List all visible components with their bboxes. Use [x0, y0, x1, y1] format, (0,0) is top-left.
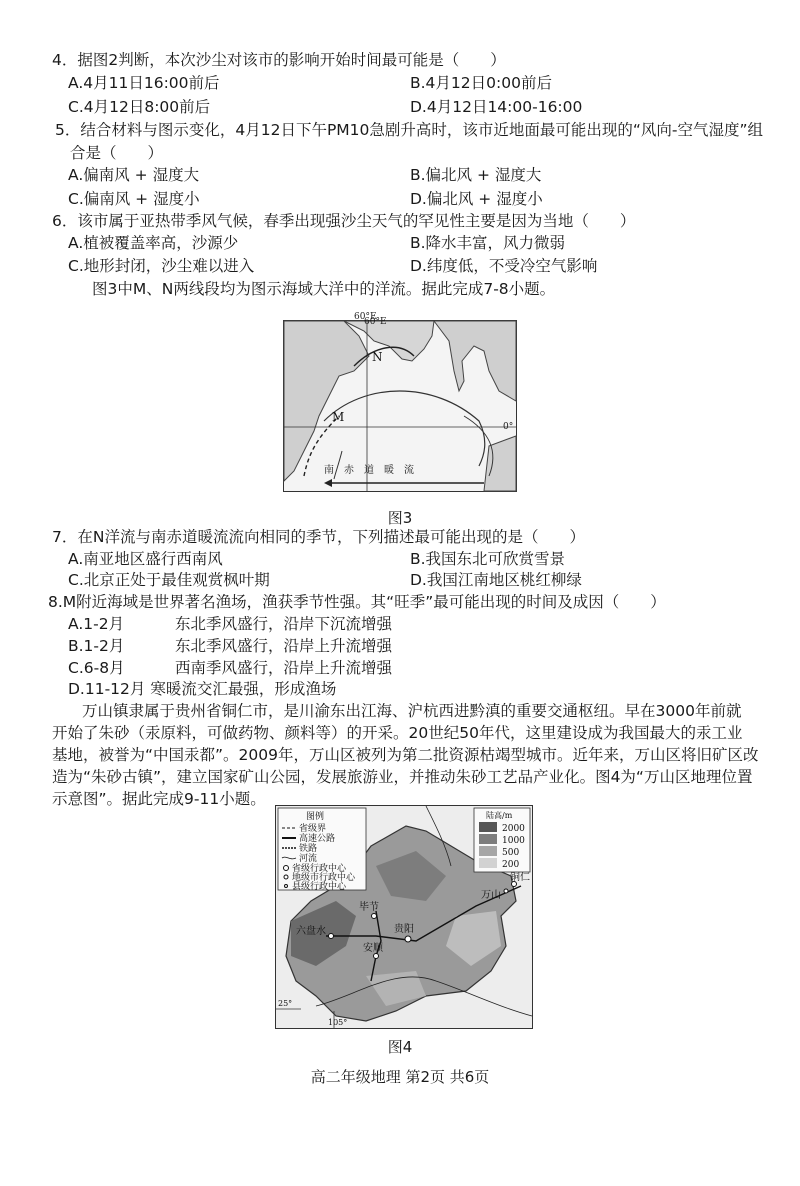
figure-3-caption: 图3: [387, 509, 413, 527]
elevation-level: 500: [502, 848, 520, 858]
legend-item: 县级行政中心: [292, 882, 347, 892]
indian-ocean-map-svg: [284, 312, 516, 491]
q7-stem: 7．在N洋流与南赤道暖流流向相同的季节，下列描述最可能出现的是（ ）: [52, 528, 585, 546]
city-liupanshui-marker: [329, 934, 334, 939]
fig3-lon-label-outer: 60°E: [364, 317, 387, 327]
material-line-3: 基地，被誉为“中国汞都”。2009年，万山区被列为第二批资源枯竭型城市。近年来，万山区将旧矿区改: [52, 746, 759, 764]
q8-option-d: D.11-12月 寒暖流交汇最强，形成渔场: [68, 680, 337, 698]
legend-symbol-provincial-capital: [284, 866, 289, 871]
elevation-swatch-500: [479, 846, 497, 856]
elevation-level: 200: [502, 860, 520, 870]
q8-stem: 8.M附近海域是世界著名渔场，渔获季节性强。其“旺季”最可能出现的时间及成因（ ）: [48, 593, 666, 611]
city-guiyang-marker: [405, 936, 411, 942]
legend-title: 图例: [306, 812, 325, 822]
q5-stem-line1: 5．结合材料与图示变化，4月12日下午PM10急剧升高时，该市近地面最可能出现的“风向-空气湿度”组: [55, 121, 764, 139]
material-line-1: 万山镇隶属于贵州省铜仁市，是川渝东出江海、沪杭西进黔滇的重要交通枢纽。早在3000年前就: [82, 702, 742, 720]
q4-option-c: C.4月12日8:00前后: [68, 98, 211, 116]
current-label: 南 赤 道 暖 流: [324, 465, 414, 476]
material-line-5: 示意图”。据此完成9-11小题。: [52, 790, 266, 808]
q6-option-d: D.纬度低，不受冷空气影响: [410, 257, 598, 275]
guizhou-map-svg: [276, 806, 532, 1028]
place-label: 万山: [481, 890, 501, 901]
q5-option-c: C.偏南风 + 湿度小: [68, 190, 200, 208]
q7-option-c: C.北京正处于最佳观赏枫叶期: [68, 571, 270, 589]
lat-label: 25°: [278, 999, 293, 1008]
legend-symbol-prefecture: [284, 875, 288, 879]
q5-stem-line2: 合是（ ）: [70, 144, 164, 162]
city-wanshan-marker: [504, 889, 508, 893]
legend-item: 省级界: [299, 824, 327, 834]
place-label: 贵阳: [394, 924, 414, 935]
q7-option-a: A.南亚地区盛行西南风: [68, 550, 223, 568]
q4-option-a: A.4月11日16:00前后: [68, 74, 220, 92]
q6-option-c: C.地形封闭，沙尘难以进入: [68, 257, 255, 275]
elevation-level: 1000: [502, 836, 525, 846]
q5-option-d: D.偏北风 + 湿度小: [410, 190, 543, 208]
q6-option-a: A.植被覆盖率高，沙源少: [68, 234, 239, 252]
place-label: 毕节: [359, 902, 379, 913]
q5-option-a: A.偏南风 + 湿度大: [68, 166, 200, 184]
q8-option-b-time: B.1-2月: [68, 637, 125, 655]
q6-option-b: B.降水丰富，风力微弱: [410, 234, 566, 252]
legend-item: 铁路: [299, 844, 318, 854]
elevation-swatch-200: [479, 858, 497, 868]
elevation-legend-title: 陆高/m: [486, 811, 513, 820]
q8-option-c-desc: 西南季风盛行，沿岸上升流增强: [175, 659, 393, 677]
page-footer: 高二年级地理 第2页 共6页: [310, 1068, 490, 1086]
q8-option-a-time: A.1-2月: [68, 615, 125, 633]
legend-symbol-county: [285, 885, 288, 888]
city-bijie-marker: [372, 914, 377, 919]
lat-label: 0°: [503, 422, 514, 432]
city-anshun-marker: [374, 954, 379, 959]
material-line-4: 造为“朱砂古镇”，建立国家矿山公园，发展旅游业，并推动朱砂工艺品产业化。图4为“万山区地理位置: [52, 768, 753, 786]
place-label: 铜仁: [510, 872, 530, 883]
lon-label: 105°: [328, 1018, 348, 1027]
legend-item: 河流: [299, 854, 318, 864]
figure-4-caption: 图4: [387, 1038, 413, 1056]
q4-stem: 4．据图2判断，本次沙尘对该市的影响开始时间最可能是（ ）: [52, 51, 506, 69]
m-label: M: [332, 410, 345, 424]
n-label: N: [372, 350, 383, 364]
elevation-swatch-1000: [479, 834, 497, 844]
q7-option-b: B.我国东北可欣赏雪景: [410, 550, 566, 568]
figure-4-map: [275, 805, 533, 1029]
place-label: 安顺: [363, 943, 383, 954]
q5-option-b: B.偏北风 + 湿度大: [410, 166, 542, 184]
legend-item: 地级市行政中心: [292, 873, 356, 883]
q8-option-b-desc: 东北季风盛行，沿岸上升流增强: [175, 637, 393, 655]
q7-option-d: D.我国江南地区桃红柳绿: [410, 571, 582, 589]
figure-3-map: [283, 312, 517, 492]
elevation-level: 2000: [502, 824, 525, 834]
legend-item: 省级行政中心: [292, 864, 347, 874]
q4-option-b: B.4月12日0:00前后: [410, 74, 552, 92]
q8-option-a-desc: 东北季风盛行，沿岸下沉流增强: [175, 615, 393, 633]
intro-7-8: 图3中M、N两线段均为图示海域大洋中的洋流。据此完成7-8小题。: [92, 280, 556, 298]
q8-option-c-time: C.6-8月: [68, 659, 125, 677]
legend-item: 高速公路: [299, 834, 336, 844]
q6-stem: 6．该市属于亚热带季风气候，春季出现强沙尘天气的罕见性主要是因为当地（ ）: [52, 212, 636, 230]
material-line-2: 开始了朱砂（汞原料，可做药物、颜料等）的开采。20世纪50年代，这里建设成为我国最大的汞工业: [52, 724, 743, 742]
q4-option-d: D.4月12日14:00-16:00: [410, 98, 583, 116]
place-label: 六盘水: [296, 926, 326, 937]
lon-label: 60°E: [354, 312, 377, 322]
elevation-swatch-2000: [479, 822, 497, 832]
